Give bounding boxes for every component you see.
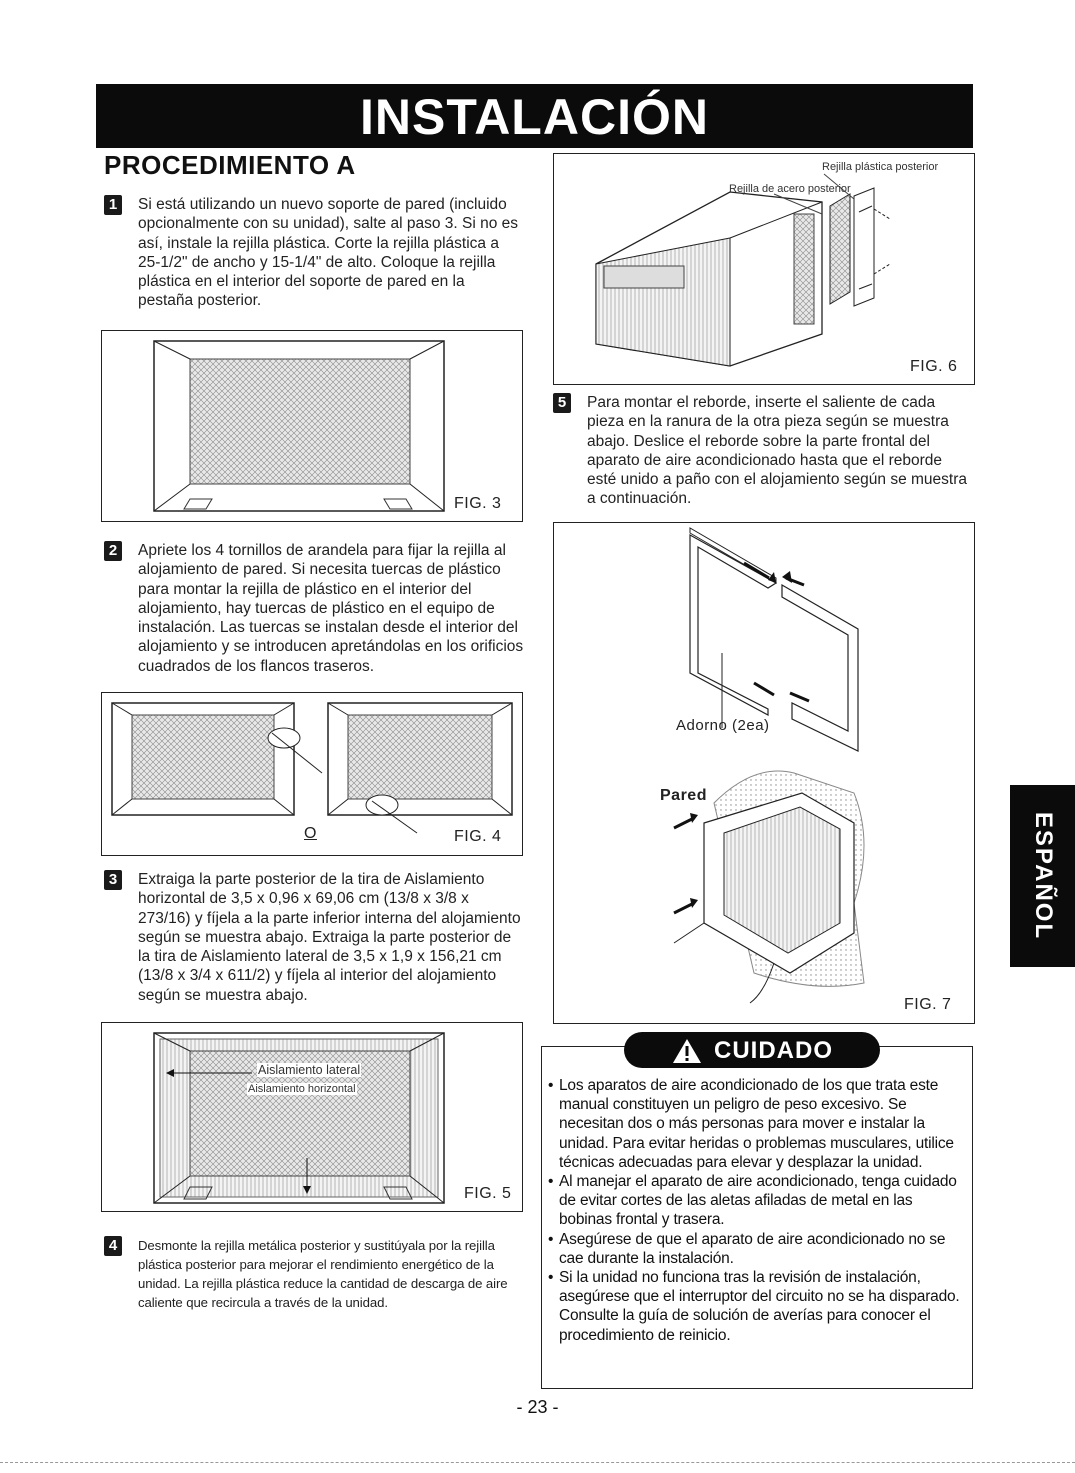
fig6-plastic-grille-label: Rejilla plástica posterior [822, 161, 939, 173]
fig7-label: FIG. 7 [904, 996, 952, 1013]
caution-item: • Al manejar el aparato de aire acondicionado, tenga cuidado de evitar cortes de las aletas afiladas de metal en las bobinas frontal y trasera. [548, 1172, 968, 1230]
step-number-4: 4 [104, 1236, 122, 1256]
fig3-drawing [102, 331, 522, 521]
step-text-2: Apriete los 4 tornillos de arandela para fijar la rejilla al alojamiento de pared. Si necesita tuercas de plástico para montar la rejilla de plástico en el interior del alojamiento, hay tuercas de plástico en el equipo de instalación. Las tuercas se instalan desde el interior del alojamiento y se introducen apretándolas en los orificios cuadrados de los flancos traseros. [138, 542, 524, 675]
figure-4 [101, 692, 523, 856]
step-number-3: 3 [104, 870, 122, 890]
caution-list [548, 1076, 968, 1345]
language-tab-label: ESPAÑOL [1029, 811, 1057, 941]
step-number-5: 5 [553, 393, 571, 413]
fig4-or-label: O [304, 825, 317, 842]
caution-header [624, 1032, 880, 1068]
figure-3 [101, 330, 523, 522]
fig7-trim-label: Adorno (2ea) [676, 717, 770, 734]
fig3-label: FIG. 3 [454, 495, 502, 512]
figure-6 [553, 153, 975, 385]
fig5-horizontal-insulation-label: Aislamiento horizontal [248, 1083, 356, 1095]
step-text-4: Desmonte la rejilla metálica posterior y sustitúyala por la rejilla plástica posterior para mejorar el rendimiento energético de la unidad. La rejilla plástica reduce la cantidad de descarga de aire caliente que recircula a través de la unidad. [138, 1238, 508, 1310]
step-3 [104, 870, 524, 1005]
bottom-rule [0, 1462, 1075, 1463]
step-text-3: Extraiga la parte posterior de la tira de Aislamiento horizontal de 3,5 x 0,96 x 69,06 cm (13/8 x 3/8 x 273/16) y fíjela a la parte inferior interna del alojamiento según se muestra abajo. Extraiga la parte posterior de la tira de Aislamiento lateral de 3,5 x 1,9 x 156,21 cm (13/8 x 3/4 x 611/2) y fíjela al interior del alojamiento según se muestra abajo. [138, 871, 521, 1004]
step-4 [104, 1236, 524, 1312]
step-text-5: Para montar el reborde, inserte el saliente de cada pieza en la ranura de la otra pieza según se muestra abajo. Deslice el reborde sobre la parte frontal del aparato de aire acondicionado hasta que el reborde esté unido a paño con el alojamiento según se muestra a continuación. [587, 394, 967, 508]
fig6-label: FIG. 6 [910, 358, 958, 375]
page-number: - 23 - [516, 1397, 559, 1417]
fig7-wall-label: Pared [660, 787, 707, 804]
fig5-side-insulation-label: Aislamiento lateral [258, 1063, 361, 1077]
step-2 [104, 541, 524, 676]
step-5 [553, 393, 971, 509]
fig6-steel-grille-label: Rejilla de acero posterior [729, 183, 851, 195]
step-number-1: 1 [104, 195, 122, 215]
step-number-2: 2 [104, 541, 122, 561]
fig4-label: FIG. 4 [454, 828, 502, 845]
fig7-drawing [554, 523, 974, 1023]
caution-item: • Los aparatos de aire acondicionado de los que trata este manual constituyen un peligro de peso excesivo. Se necesitan dos o más personas para mover e instalar la unidad. Para evitar heridas o problemas musculares, utilice técnicas adecuadas para elevar y desplazar la unidad. [548, 1076, 968, 1172]
language-tab [1010, 785, 1075, 967]
warning-icon [672, 1038, 702, 1064]
figure-5 [101, 1022, 523, 1212]
caution-title: CUIDADO [714, 1037, 833, 1064]
caution-item: • Si la unidad no funciona tras la revisión de instalación, asegúrese que el interruptor del circuito no se ha disparado. Consulte la guía de solución de averías para conocer el procedimiento de reinicio. [548, 1268, 968, 1345]
figure-7 [553, 522, 975, 1024]
fig5-drawing [102, 1023, 522, 1211]
fig5-label: FIG. 5 [464, 1185, 512, 1202]
step-1 [104, 195, 524, 311]
caution-item: • Asegúrese de que el aparato de aire acondicionado no se cae durante la instalación. [548, 1230, 968, 1268]
section-title: PROCEDIMIENTO A [104, 150, 356, 180]
step-text-1: Si está utilizando un nuevo soporte de pared (incluido opcionalmente con su unidad), salte al paso 3. Si no es así, instale la rejilla plástica. Corte la rejilla plástica a 25-1/2" de ancho y 15-1/4" de alto. Coloque la rejilla plástica en el interior del soporte de pared en la pestaña posterior. [138, 196, 518, 310]
page-banner: INSTALACIÓN [96, 84, 973, 148]
